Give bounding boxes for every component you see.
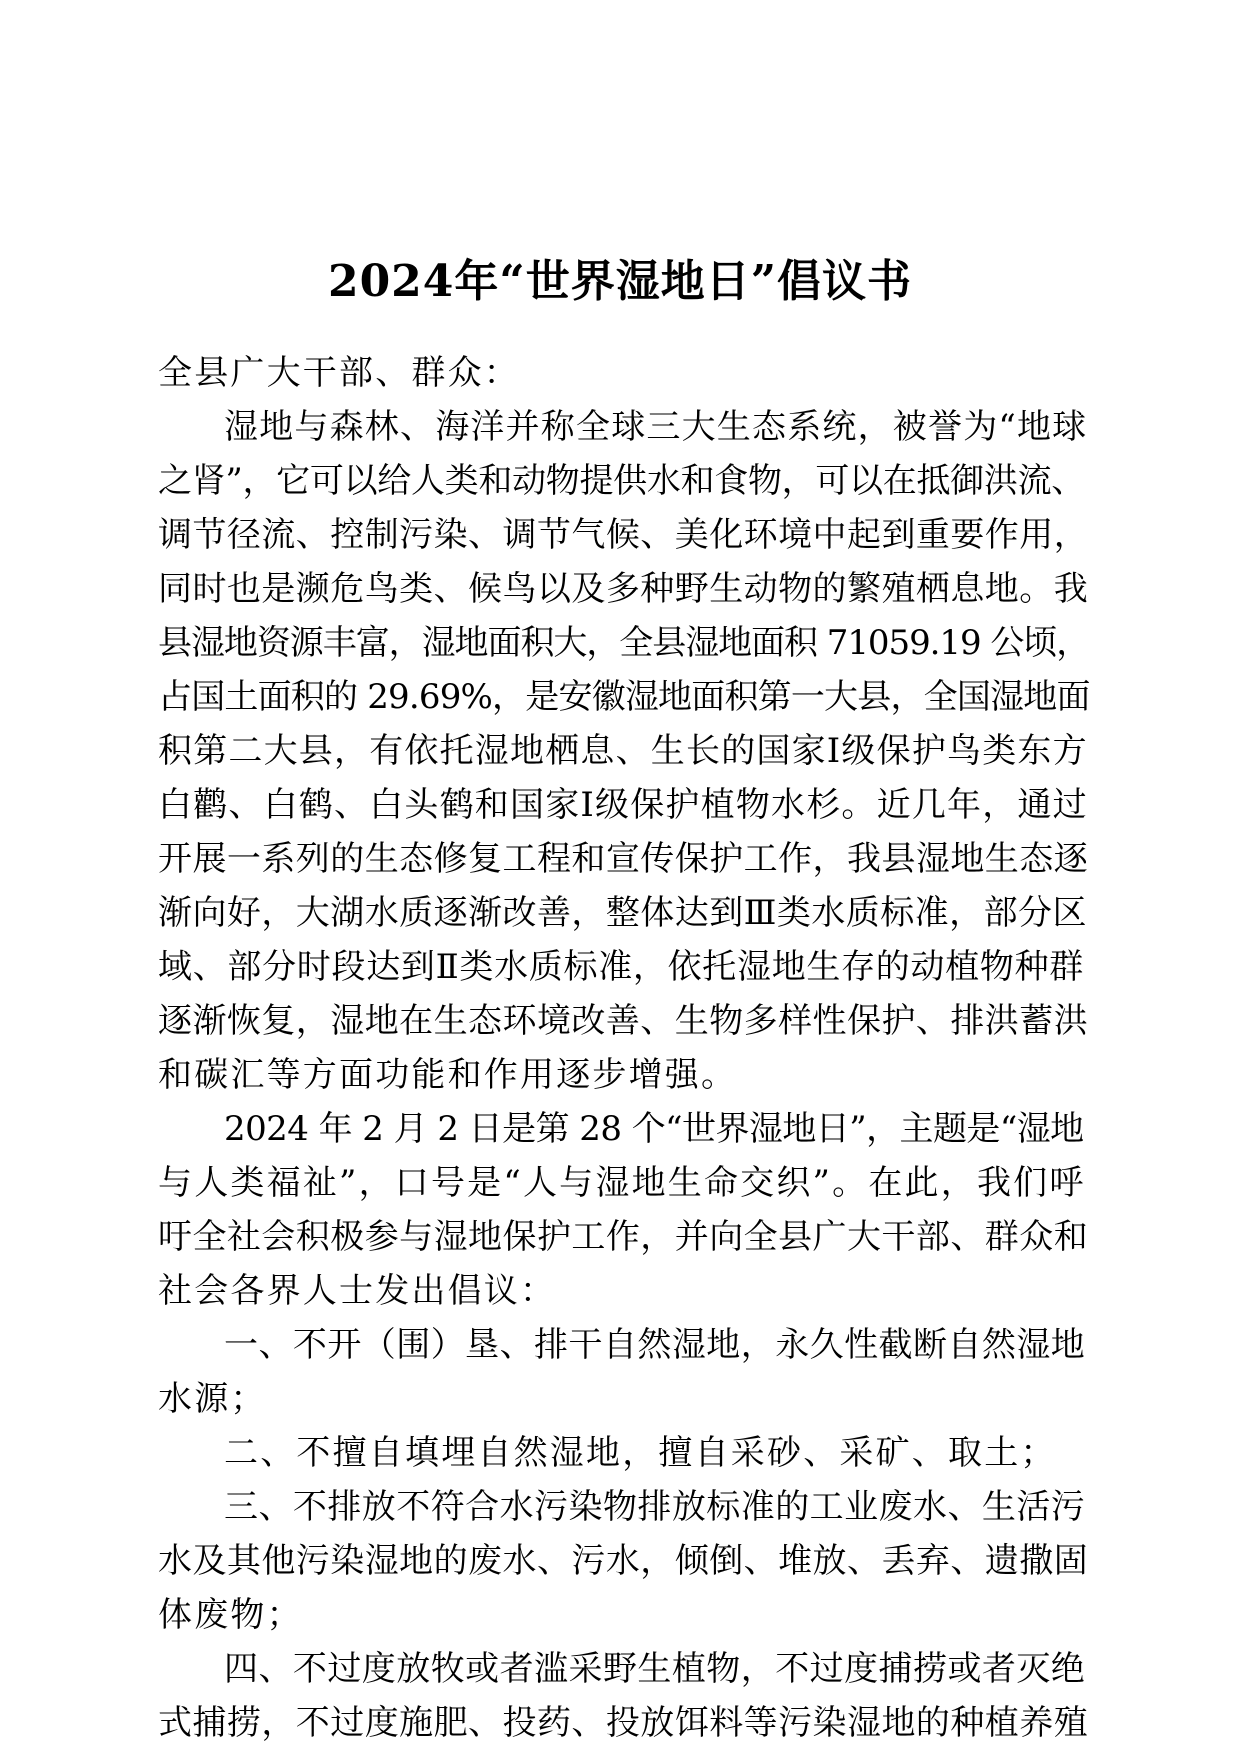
- paragraph-line: 社会各界人士发出倡议：: [158, 1271, 557, 1311]
- paragraph-line: 域、部分时段达到Ⅱ类水质标准，依托湿地生存的动植物种群: [158, 947, 1085, 987]
- paragraph-line: 积第二大县，有依托湿地栖息、生长的国家Ⅰ级保护鸟类东方: [158, 731, 1088, 771]
- paragraph-line: 白鹳、白鹤、白头鹤和国家Ⅰ级保护植物水杉。近几年，通过: [158, 785, 1088, 825]
- list-item-continuation: 水及其他污染湿地的废水、污水，倾倒、堆放、丢弃、遗撒固: [158, 1541, 1089, 1581]
- paragraph-line: 渐向好，大湖水质逐渐改善，整体达到Ⅲ类水质标准，部分区: [158, 893, 1087, 933]
- list-item-continuation: 水源；: [158, 1379, 267, 1419]
- paragraph-line: 开展一系列的生态修复工程和宣传保护工作，我县湿地生态逐: [158, 839, 1089, 879]
- list-item-continuation: 体废物；: [158, 1595, 303, 1635]
- paragraph-line: 占国土面积的 29.69%，是安徽湿地面积第一大县，全国湿地面: [158, 677, 1090, 717]
- paragraph-line: 2024 年 2 月 2 日是第 28 个“世界湿地日”，主题是“湿地: [224, 1109, 1084, 1149]
- paragraph-line: 与人类福祉”，口号是“人与湿地生命交织”。在此，我们呼: [158, 1163, 1086, 1203]
- list-item: 一、不开（围）垦、排干自然湿地，永久性截断自然湿地: [224, 1325, 1086, 1365]
- list-item: 二、不擅自填埋自然湿地，擅自采砂、采矿、取土；: [224, 1433, 1057, 1473]
- paragraph-line: 同时也是濒危鸟类、候鸟以及多种野生动物的繁殖栖息地。我: [158, 569, 1089, 609]
- paragraph-line: 逐渐恢复，湿地在生态环境改善、生物多样性保护、排洪蓄洪: [158, 1001, 1089, 1041]
- paragraph-line: 县湿地资源丰富，湿地面积大，全县湿地面积 71059.19 公顷，: [158, 623, 1090, 663]
- list-item: 三、不排放不符合水污染物排放标准的工业废水、生活污: [224, 1487, 1086, 1527]
- paragraph-line: 吁全社会积极参与湿地保护工作，并向全县广大干部、群众和: [158, 1217, 1089, 1257]
- list-item: 四、不过度放牧或者滥采野生植物，不过度捕捞或者灭绝: [224, 1649, 1086, 1689]
- salutation: 全县广大干部、群众：: [158, 353, 520, 393]
- document-title: 2024年“世界湿地日”倡议书: [327, 256, 913, 307]
- list-item-continuation: 式捕捞，不过度施肥、投药、投放饵料等污染湿地的种植养殖: [158, 1703, 1089, 1743]
- paragraph-line: 湿地与森林、海洋并称全球三大生态系统，被誉为“地球: [224, 407, 1088, 447]
- paragraph-line: 之肾”，它可以给人类和动物提供水和食物，可以在抵御洪流、: [158, 461, 1085, 501]
- paragraph-line: 调节径流、控制污染、调节气候、美化环境中起到重要作用，: [158, 515, 1089, 555]
- paragraph-line: 和碳汇等方面功能和作用逐步增强。: [158, 1055, 738, 1095]
